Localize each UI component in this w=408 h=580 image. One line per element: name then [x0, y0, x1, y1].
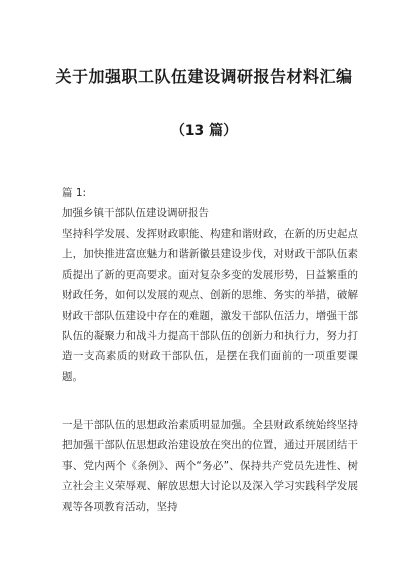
paragraph: 坚持科学发展、发挥财政职能、构建和谐财政，在新的历史起点上，加快推进富庶魅力和谐新徽县建设步伐，对财政干部队伍素质提出了新的更高要求。面对复杂多变的发展形势，日益繁重的财政任务，如何以发展的观点、创新的思维、务实的举措，破解财政干部队伍建设中存在的难题，激发干部队伍活力，增强干部队伍的凝聚力和战斗力提高干部队伍的创新力和执行力，努力打造一支高素质的财政干部队伍，是摆在我们面前的一项重要课题。 [62, 228, 358, 383]
document-subtitle: （13 篇） [170, 123, 238, 139]
section-label: 篇 1: [62, 187, 87, 199]
section-heading: 加强乡镇干部队伍建设调研报告 [62, 207, 209, 219]
document-title: 关于加强职工队伍建设调研报告材料汇编 [55, 67, 353, 86]
paragraph: 一是干部队伍的思想政治素质明显加强。全县财政系统始终坚持把加强干部队伍思想政治建设放在突出的位置，通过开展团结干事、党内两个《条例》、两个“务必”、保持共产党员先进性、树立社会主义荣辱观、解放思想大讨论以及深入学习实践科学发展观等各项教育活动，坚持 [62, 419, 358, 513]
